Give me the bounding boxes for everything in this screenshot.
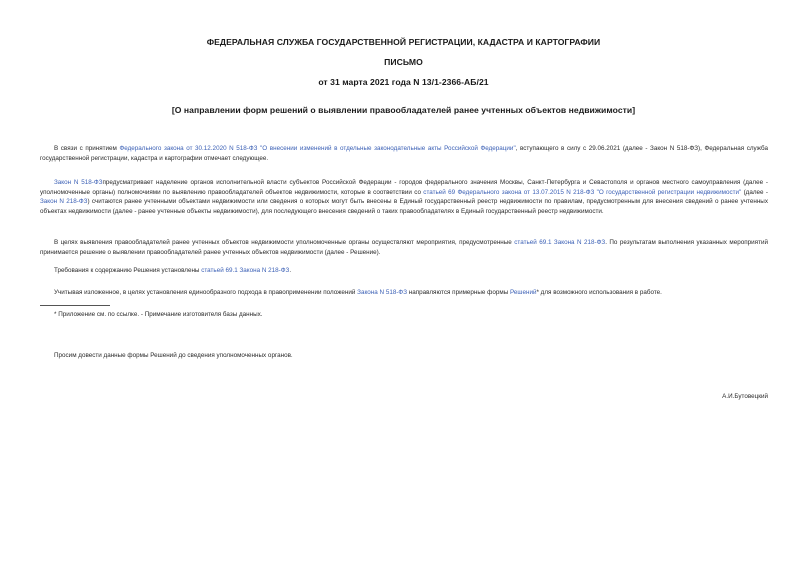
paragraph-1-text-2: , вступающего в силу с 29.06.2021 (далее - Закон N 518-ФЗ), Федеральная служба государственной регистрации, кадастра и картографии отмечает следующее. (40, 145, 769, 162)
paragraph-2-text-1: предусматривает наделение органов исполнительной власти субъектов Российской Федерации - городов федерального значения Москвы, Санкт-Петербурга и Севастополя и органов местного самоуправления (далее - уполномоченные органы) полномочиями по выявлению правообладателей объектов недвижимости, которые в соответствии со (40, 179, 768, 196)
agency-name: ФЕДЕРАЛЬНАЯ СЛУЖБА ГОСУДАРСТВЕННОЙ РЕГИСТРАЦИИ, КАДАСТРА И КАРТОГРАФИИ (206, 37, 601, 47)
article-69-1-link[interactable]: статьей 69.1 Закона N 218-ФЗ (514, 239, 606, 246)
footnote: * Приложение см. по ссылке. - Примечание изготовителя базы данных. (54, 311, 263, 318)
paragraph-4-text-2: . (289, 267, 292, 274)
paragraph-3-text-1: В целях выявления правообладателей ранее учтенных объектов недвижимости уполномоченные органы осуществляют мероприятия, предусмотренные (54, 239, 515, 246)
paragraph-5 (40, 288, 768, 298)
paragraph-5-text-3: * для возможного использования в работе. (536, 289, 662, 296)
document-date-number: от 31 марта 2021 года N 13/1-2366-АБ/21 (318, 77, 489, 87)
footnote-divider (40, 305, 110, 306)
paragraph-5-text-1: Учитывая изложенное, в целях установления единообразного подхода в правоприменении положений (54, 289, 358, 296)
paragraph-6: Просим довести данные формы Решений до сведения уполномоченных органов. (54, 352, 293, 359)
paragraph-5-text-2: направляются примерные формы (407, 289, 510, 296)
law-518-link-2[interactable]: Закона N 518-ФЗ (357, 289, 408, 296)
paragraph-1 (40, 144, 768, 163)
article-69-law-218-link[interactable]: статьей 69 Федерального закона от 13.07.2015 N 218-ФЗ "О государственной регистрации недвижимости" (423, 188, 742, 196)
signature: А.И.Бутовецкий (722, 393, 768, 400)
law-218-short-link[interactable]: Закон N 218-ФЗ (40, 198, 88, 206)
decisions-forms-link[interactable]: Решений (509, 289, 537, 296)
paragraph-3 (40, 238, 768, 257)
document-type: ПИСЬМО (384, 57, 423, 67)
paragraph-3-text-2: . По результатам выполнения указанных мероприятий принимается решение о выявлении правообладателей ранее учтенных объектов недвижимости (далее - Решение). (40, 239, 768, 256)
paragraph-2 (40, 178, 768, 216)
paragraph-4-text-1: Требования к содержанию Решения установлены (54, 267, 202, 274)
paragraph-2-text-3: ) считаются ранее учтенными объектами недвижимости или сведения о которых могут быть внесены в Единый государственный реестр недвижимости по правилам, предусмотренным для внесения сведений о ранее учтенных объектах недвижимости (далее - ранее учтенные объекты недвижимости), для последующего внесения сведений о таких правообладателях в Единый государственный реестр недвижимости. (40, 198, 768, 215)
paragraph-1-text-1: В связи с принятием (54, 145, 120, 152)
law-518-link[interactable]: Федерального закона от 30.12.2020 N 518-ФЗ "О внесении изменений в отдельные законодательные акты Российской Федерации" (119, 145, 516, 152)
paragraph-4 (40, 266, 768, 276)
article-69-1-link-2[interactable]: статьей 69.1 Закона N 218-ФЗ (201, 267, 290, 274)
document-title: [О направлении форм решений о выявлении правообладателей ранее учтенных объектов недвижимости] (171, 105, 636, 115)
paragraph-2-text-2: (далее - (741, 188, 768, 196)
law-518-short-link[interactable]: Закон N 518-ФЗ (54, 179, 103, 186)
